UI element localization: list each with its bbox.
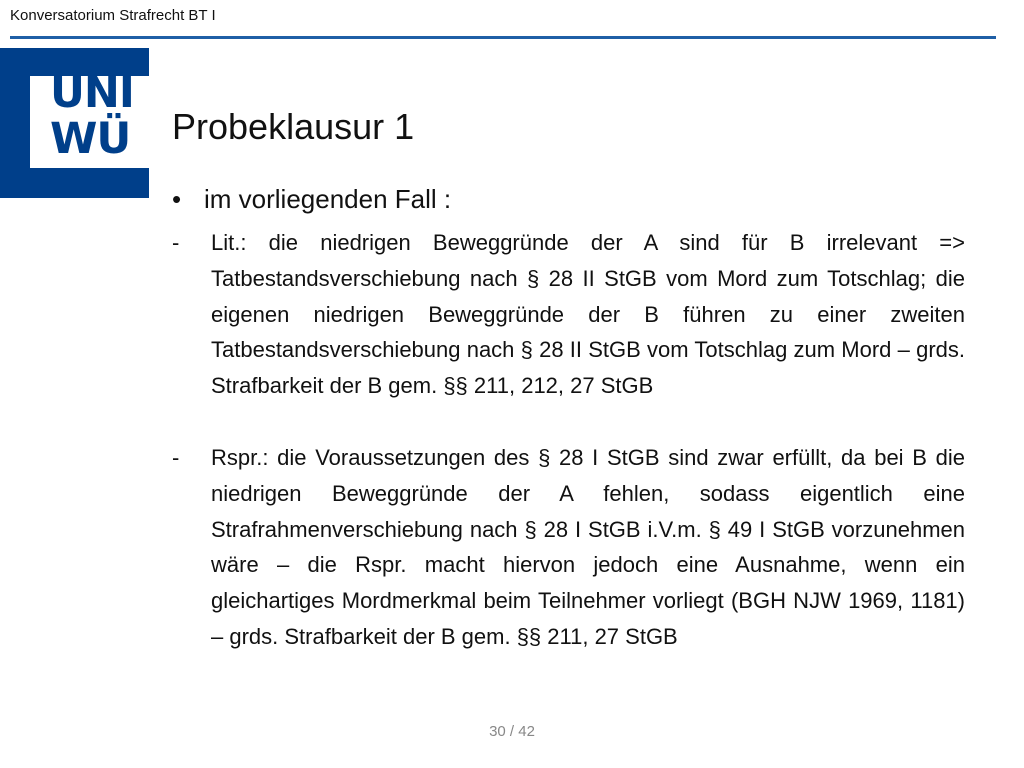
- university-logo: [0, 48, 149, 198]
- logo-line-1: UNI: [50, 68, 134, 118]
- bullet-text: im vorliegenden Fall :: [204, 184, 452, 214]
- list-item-text: Lit.: die niedrigen Beweggründe der A sind für B irrelevant => Tatbestandsverschiebung nach § 28 II StGB vom Mord zum Totschlag; die eigenen niedrigen Beweggründe der B führen zu einer zweiten Tatbestandsverschiebung nach § 28 II StGB vom Totschlag zum Mord – grds. Strafbarkeit der B gem. §§ 211, 212, 27 StGB: [211, 230, 965, 399]
- logo-wordmark: [50, 70, 150, 162]
- list-item-text: Rspr.: die Voraussetzungen des § 28 I StGB sind zwar erfüllt, da bei B die niedrigen Beweggründe der A fehlen, sodass eigentlich eine Strafrahmenverschiebung nach § 28 I StGB i.V.m. § 49 I StGB vorzunehmen wäre – die Rspr. macht hiervon jedoch eine Ausnahme, wenn ein gleichartiges Mordmerkmal beim Teilnehmer vorliegt (BGH NJW 1969, 1181) – grds. Strafbarkeit der B gem. §§ 211, 27 StGB: [211, 445, 965, 649]
- dash-marker: -: [172, 230, 180, 255]
- header-divider: [10, 36, 996, 39]
- bullet-heading: [172, 184, 451, 215]
- page-number: 30 / 42: [489, 723, 535, 740]
- header-title: Konversatorium Strafrecht BT I: [10, 7, 216, 24]
- list-item: [172, 440, 965, 655]
- bullet-icon: •: [172, 184, 182, 214]
- list-item: [172, 225, 965, 404]
- slide-title: Probeklausur 1: [172, 106, 415, 147]
- logo-line-2: WÜ: [50, 114, 131, 164]
- dash-marker: -: [172, 445, 180, 470]
